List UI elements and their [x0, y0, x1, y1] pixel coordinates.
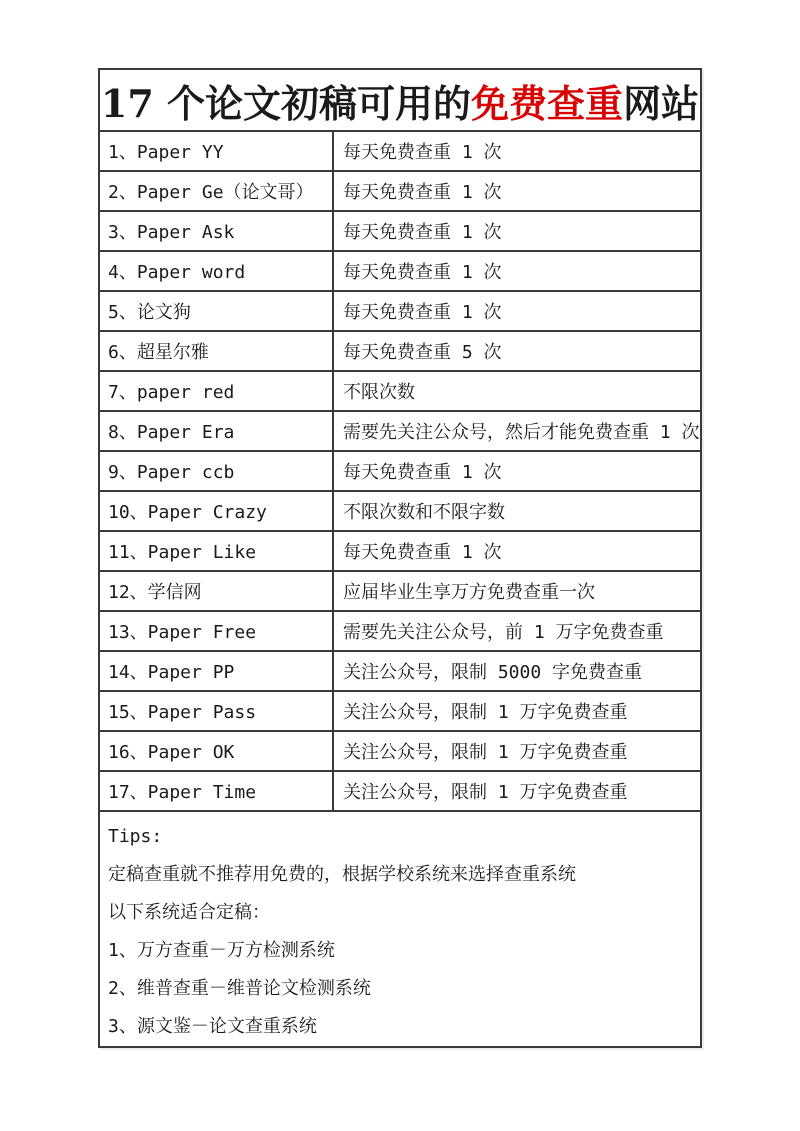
site-name-cell: 3、Paper Ask — [108, 222, 235, 243]
site-name-cell: 14、Paper PP — [108, 662, 235, 683]
table-row — [100, 212, 700, 252]
site-policy-cell: 关注公众号，限制 1 万字免费查重 — [332, 692, 700, 730]
table-row — [100, 532, 700, 572]
site-policy-cell: 每天免费查重 1 次 — [332, 132, 700, 170]
tip-line: 2、维普查重－维普论文检测系统 — [108, 978, 371, 999]
table-row — [100, 732, 700, 772]
site-name-cell: 7、paper red — [108, 382, 235, 403]
table-row — [100, 292, 700, 332]
table-row — [100, 452, 700, 492]
title-suffix: 网站 — [623, 80, 700, 126]
tips-lines — [108, 856, 700, 1046]
site-policy-cell: 每天免费查重 1 次 — [332, 532, 700, 570]
free-check-sites-table — [98, 68, 702, 1048]
site-name-cell: 17、Paper Time — [108, 782, 257, 803]
site-name-cell: 15、Paper Pass — [108, 702, 257, 723]
site-policy-cell: 每天免费查重 1 次 — [332, 452, 700, 490]
table-row — [100, 372, 700, 412]
tip-line: 以下系统适合定稿： — [108, 902, 270, 923]
table-row — [100, 332, 700, 372]
tip-line: 1、万方查重－万方检测系统 — [108, 940, 335, 961]
site-name-cell: 6、超星尔雅 — [108, 342, 209, 363]
site-name-cell: 2、Paper Ge（论文哥） — [108, 182, 314, 203]
table-row — [100, 492, 700, 532]
site-name-cell: 11、Paper Like — [108, 542, 257, 563]
site-policy-cell: 不限次数和不限字数 — [332, 492, 700, 530]
table-row — [100, 612, 700, 652]
site-policy-cell: 关注公众号，限制 1 万字免费查重 — [332, 732, 700, 770]
site-name-cell: 12、学信网 — [108, 582, 202, 603]
table-row — [100, 572, 700, 612]
table-row — [100, 692, 700, 732]
table-row — [100, 252, 700, 292]
table-row — [100, 652, 700, 692]
site-name-cell: 1、Paper YY — [108, 142, 224, 163]
site-name-cell: 16、Paper OK — [108, 742, 235, 763]
tip-line: 定稿查重就不推荐用免费的，根据学校系统来选择查重系统 — [108, 864, 576, 885]
site-policy-cell: 每天免费查重 1 次 — [332, 252, 700, 290]
tips-label: Tips: — [108, 826, 163, 847]
title-prefix: 17 个论文初稿可用的 — [100, 80, 472, 126]
tip-line: 3、源文鉴－论文查重系统 — [108, 1016, 317, 1037]
table-body — [100, 132, 700, 812]
tips-section — [100, 812, 700, 1046]
site-name-cell: 5、论文狗 — [108, 302, 191, 323]
table-row — [100, 132, 700, 172]
site-name-cell: 13、Paper Free — [108, 622, 257, 643]
site-policy-cell: 关注公众号，限制 5000 字免费查重 — [332, 652, 700, 690]
site-policy-cell: 关注公众号，限制 1 万字免费查重 — [332, 772, 700, 810]
site-name-cell: 10、Paper Crazy — [108, 502, 267, 523]
title-highlight: 免费查重 — [471, 80, 624, 126]
page-title — [100, 70, 700, 132]
site-policy-cell: 每天免费查重 1 次 — [332, 212, 700, 250]
site-name-cell: 8、Paper Era — [108, 422, 235, 443]
site-policy-cell: 不限次数 — [332, 372, 700, 410]
site-policy-cell: 每天免费查重 1 次 — [332, 172, 700, 210]
table-row — [100, 412, 700, 452]
site-policy-cell: 需要先关注公众号，然后才能免费查重 1 次 — [332, 412, 700, 450]
site-name-cell: 4、Paper word — [108, 262, 246, 283]
table-row — [100, 772, 700, 812]
site-policy-cell: 应届毕业生享万方免费查重一次 — [332, 572, 700, 610]
site-name-cell: 9、Paper ccb — [108, 462, 235, 483]
table-row — [100, 172, 700, 212]
site-policy-cell: 需要先关注公众号，前 1 万字免费查重 — [332, 612, 700, 650]
site-policy-cell: 每天免费查重 1 次 — [332, 292, 700, 330]
site-policy-cell: 每天免费查重 5 次 — [332, 332, 700, 370]
